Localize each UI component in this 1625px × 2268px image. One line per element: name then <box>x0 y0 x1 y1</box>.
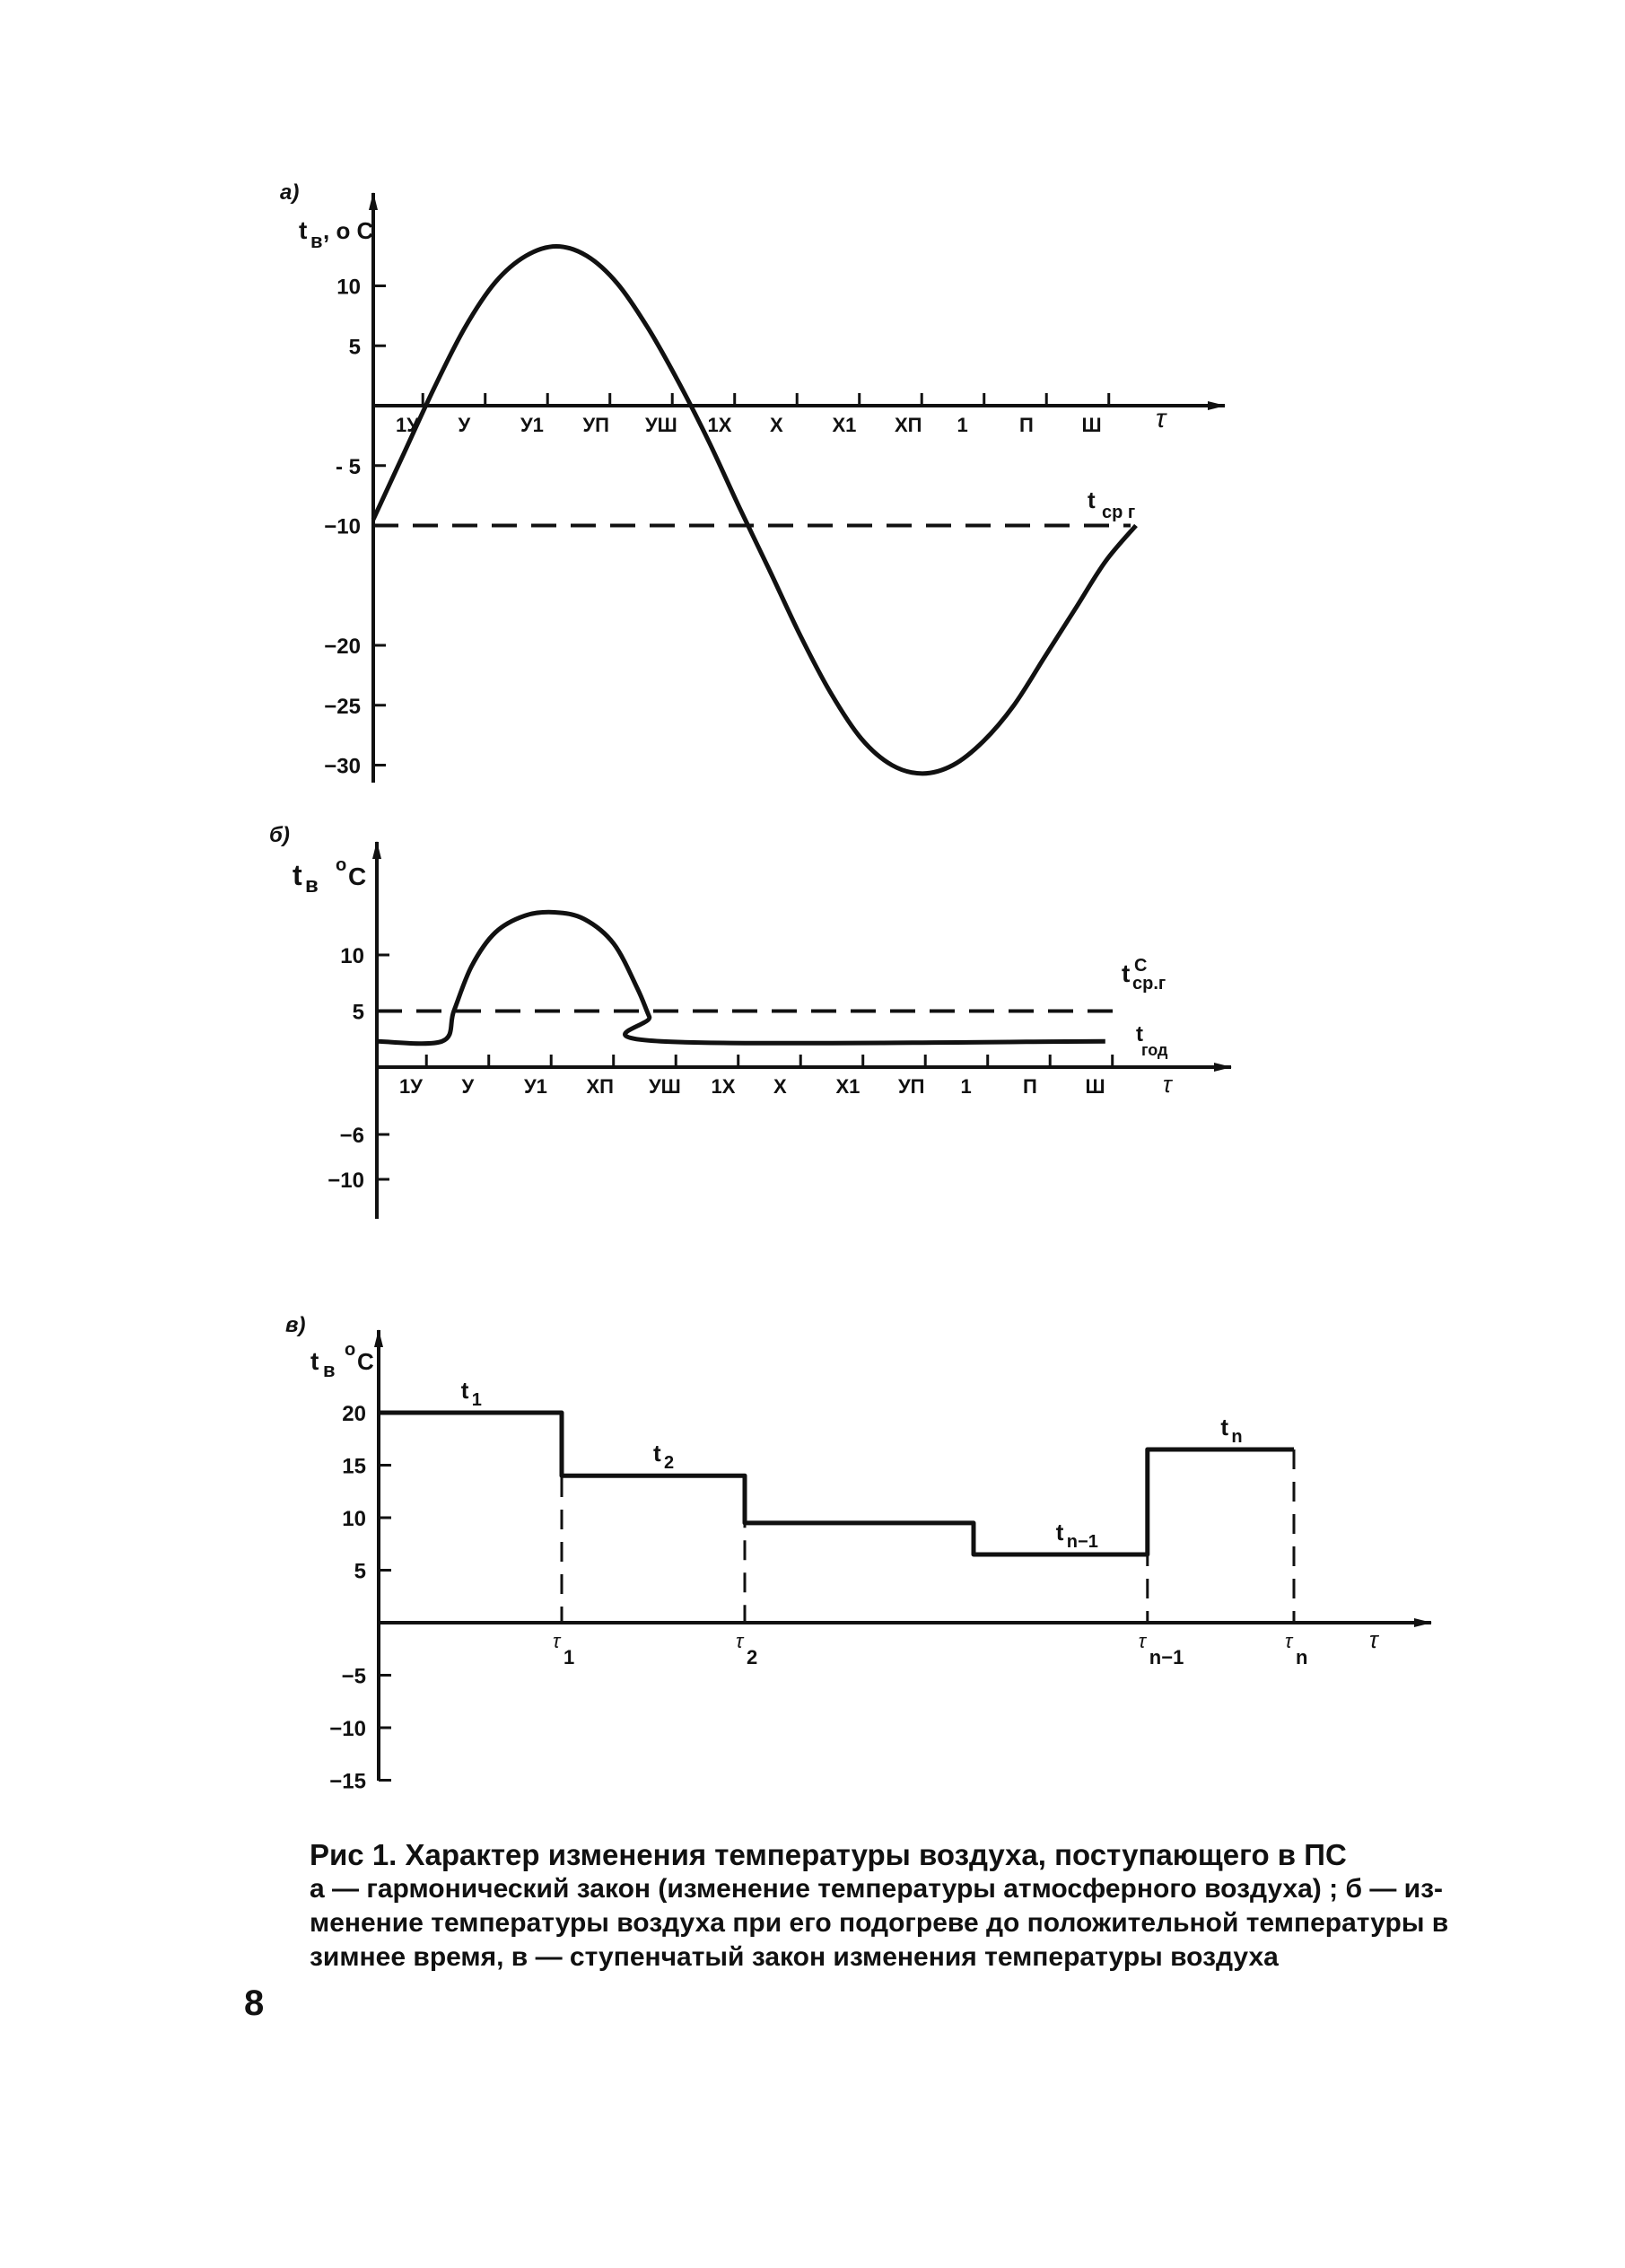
series-curve <box>379 1413 1294 1554</box>
ref-label-main: t <box>1088 486 1096 513</box>
y-axis-label-unit: о <box>336 855 347 875</box>
step-label-sub: n <box>1231 1426 1243 1447</box>
y-axis-label-unit2: C <box>348 863 367 890</box>
y-tick-label: −6 <box>339 1124 364 1148</box>
x-mark-label: τ <box>736 1630 744 1652</box>
y-tick-label: 10 <box>336 275 361 300</box>
x-tick-label: Х1 <box>832 414 857 436</box>
caption-line-4: зимнее время, в — ступенчатый закон изменения температуры воздуха <box>310 1942 1279 1972</box>
y-tick-label: 10 <box>340 944 364 968</box>
y-tick-label: 20 <box>342 1402 366 1426</box>
x-tick-label: УП <box>898 1075 925 1098</box>
step-labels <box>461 1377 1243 1552</box>
figure-caption <box>310 1838 1449 1975</box>
y-axis-label-unit: о <box>345 1340 356 1360</box>
y-axis-label-main: t <box>293 859 302 891</box>
x-tick-label: УШ <box>649 1075 681 1098</box>
step-label-sub: 1 <box>471 1390 482 1410</box>
x-tick-label: Ш <box>1085 1075 1105 1098</box>
y-tick-label: 5 <box>348 335 361 360</box>
x-tick-label: ХП <box>586 1075 614 1098</box>
x-mark-label: τ <box>1285 1630 1293 1652</box>
x-mark-sub: 2 <box>747 1646 758 1668</box>
y-axis-label-sub: в <box>310 230 323 252</box>
x-tick-label: П <box>1023 1075 1037 1098</box>
y-tick-label: −10 <box>328 1169 364 1193</box>
ref-label-main: t <box>1122 959 1131 987</box>
y-axis-label-main: t <box>310 1347 319 1375</box>
series-curve <box>373 246 1136 773</box>
reference-line-label <box>1088 486 1135 522</box>
caption-line-3: менение температуры воздуха при его подогреве до положительной температуры в <box>310 1908 1449 1938</box>
y-axis-label <box>299 216 374 252</box>
step-curve <box>379 1413 1294 1554</box>
y-tick-label: −10 <box>329 1717 366 1741</box>
x-tick-label: 1 <box>957 414 968 436</box>
x-tick-label: УШ <box>645 414 677 436</box>
y-tick-label: −20 <box>324 635 361 659</box>
step-label: t <box>1220 1413 1229 1440</box>
reference-line-label-avg <box>1122 956 1166 994</box>
x-mark-label: τ <box>553 1630 561 1652</box>
step-label: t <box>653 1440 661 1467</box>
x-tick-label: У <box>461 1075 475 1098</box>
ref-label-sub: ср.г <box>1132 974 1166 994</box>
x-axis-label: τ <box>1369 1626 1378 1653</box>
x-tick-label: ХП <box>895 414 922 436</box>
step-label-sub: 2 <box>664 1453 675 1474</box>
x-tick-label: Х <box>773 1075 787 1098</box>
y-tick-label: 15 <box>342 1454 366 1479</box>
ref-label-sup: С <box>1134 956 1148 976</box>
x-mark-sub: n−1 <box>1149 1646 1184 1668</box>
page-number: 8 <box>244 1983 265 2023</box>
y-tick-label: - 5 <box>335 454 361 479</box>
y-axis-label-unit: , о C <box>323 217 374 244</box>
x-tick-label: У1 <box>520 414 544 436</box>
step-label-sub: n−1 <box>1066 1531 1098 1552</box>
y-tick-label: −5 <box>341 1664 366 1689</box>
y-axis-label-sub: в <box>305 873 319 898</box>
y-tick-label: −30 <box>324 754 361 779</box>
panel-label: в) <box>285 1313 306 1337</box>
y-axis-label-unit2: C <box>357 1348 374 1375</box>
y-tick-label: −10 <box>324 514 361 539</box>
ref-label-main: t <box>1136 1022 1143 1046</box>
x-tick-label: Ш <box>1081 414 1102 436</box>
x-tick-label: 1Х <box>711 1075 736 1098</box>
axes <box>329 1330 1431 1794</box>
y-axis-label <box>293 855 366 898</box>
x-axis-label: τ <box>1163 1071 1172 1098</box>
step-label: t <box>460 1377 469 1404</box>
chart-panel-b <box>269 823 1231 1219</box>
temperature-curve <box>377 912 1105 1043</box>
y-tick-label: 5 <box>352 1000 364 1025</box>
y-tick-label: 5 <box>354 1559 366 1584</box>
x-tick-label: 1Х <box>707 414 732 436</box>
x-tick-label: Х1 <box>835 1075 861 1098</box>
ref-label-sub: ср г <box>1102 503 1136 522</box>
y-axis-label-main: t <box>299 216 308 244</box>
x-tick-label: УП <box>582 414 609 436</box>
x-tick-label: 1У <box>396 414 419 436</box>
series-curve <box>377 912 1105 1043</box>
y-axis-label <box>310 1340 374 1381</box>
x-tick-label: У1 <box>524 1075 547 1098</box>
x-tick-label: 1У <box>399 1075 423 1098</box>
x-mark-sub: 1 <box>564 1646 575 1668</box>
x-mark-sub: n <box>1296 1646 1308 1668</box>
x-tick-label: 1 <box>960 1075 972 1098</box>
panel-label: а) <box>280 180 300 205</box>
chart-panel-a <box>280 180 1225 783</box>
ref-label-sub: год <box>1141 1041 1168 1059</box>
y-axis-label-sub: в <box>323 1359 336 1381</box>
caption-line-2: а — гармонический закон (изменение температуры атмосферного воздуха) ; б — из- <box>310 1874 1444 1904</box>
chart-panel-c <box>285 1313 1431 1794</box>
caption-line-1: Рис 1. Характер изменения температуры воздуха, поступающего в ПС <box>310 1838 1347 1871</box>
y-tick-label: 10 <box>342 1507 366 1531</box>
panel-label: б) <box>269 823 290 847</box>
y-tick-label: −25 <box>324 694 361 719</box>
temperature-curve <box>373 246 1136 773</box>
step-label: t <box>1055 1518 1064 1546</box>
x-axis-label: τ <box>1156 404 1166 433</box>
x-tick-label: Х <box>770 414 783 436</box>
y-tick-label: −15 <box>329 1769 366 1794</box>
axes <box>328 842 1231 1219</box>
x-tick-label: П <box>1019 414 1034 436</box>
reference-line-label-year <box>1136 1022 1168 1059</box>
x-mark-label: τ <box>1138 1630 1147 1652</box>
x-tick-label: У <box>458 414 471 436</box>
